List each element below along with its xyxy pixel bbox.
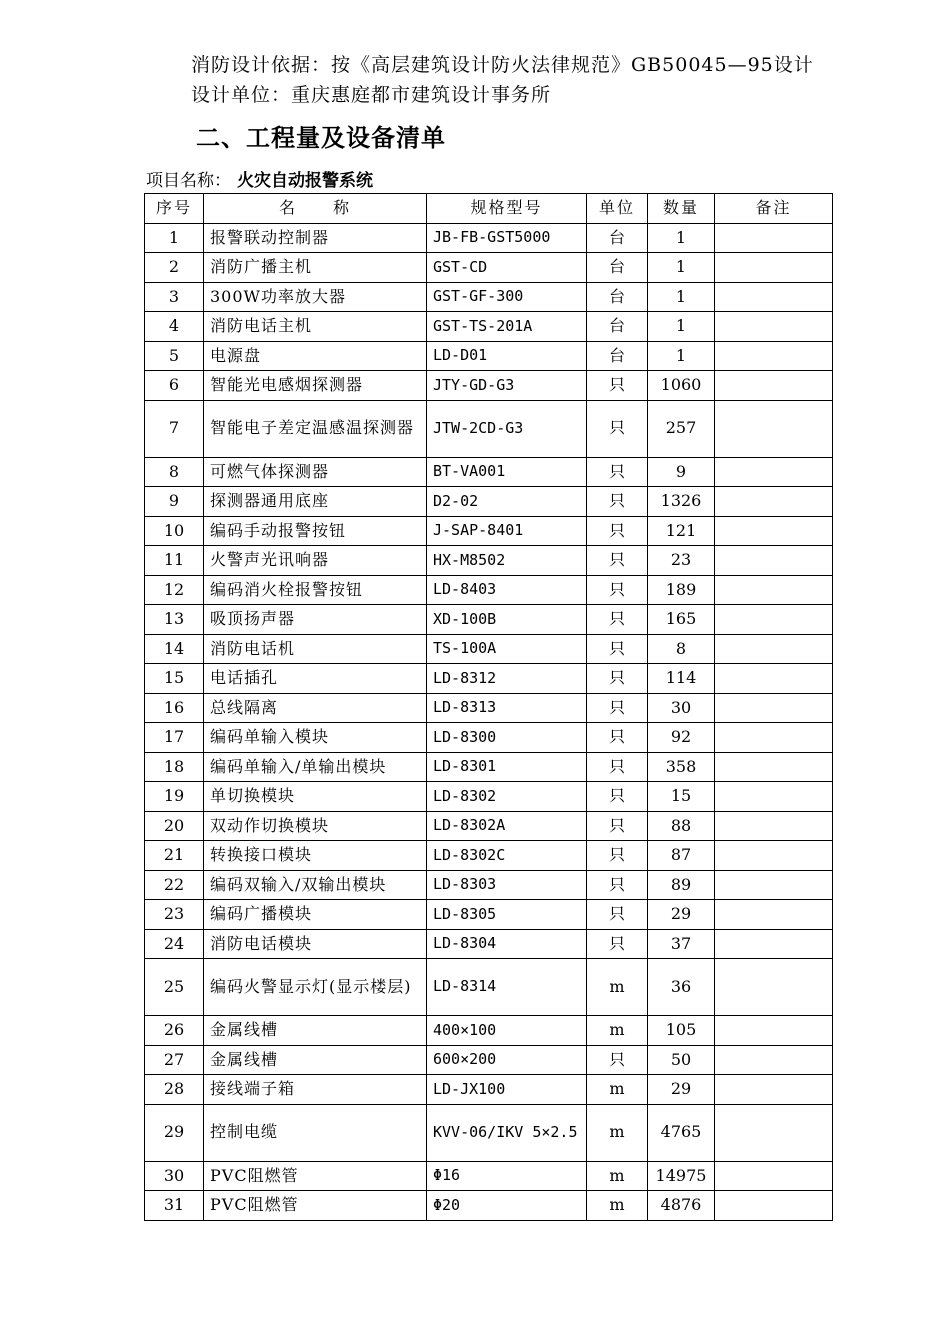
cell-name: 双动作切换模块 bbox=[204, 811, 427, 841]
table-row bbox=[145, 664, 833, 694]
cell-note bbox=[715, 723, 833, 753]
cell-unit: 只 bbox=[587, 605, 648, 635]
cell-note bbox=[715, 371, 833, 401]
cell-qty: 4876 bbox=[648, 1191, 715, 1221]
cell-no: 10 bbox=[145, 516, 204, 546]
cell-unit: 台 bbox=[587, 223, 648, 253]
cell-note bbox=[715, 487, 833, 517]
cell-name: 报警联动控制器 bbox=[204, 223, 427, 253]
table-row bbox=[145, 929, 833, 959]
cell-name: 电话插孔 bbox=[204, 664, 427, 694]
table-body bbox=[145, 223, 833, 1220]
cell-note bbox=[715, 900, 833, 930]
header-spec: 规格型号 bbox=[427, 194, 587, 224]
cell-spec: LD-8302 bbox=[427, 782, 587, 812]
table-row bbox=[145, 900, 833, 930]
cell-name: 消防电话主机 bbox=[204, 312, 427, 342]
cell-unit: 台 bbox=[587, 282, 648, 312]
cell-qty: 50 bbox=[648, 1045, 715, 1075]
table-row bbox=[145, 516, 833, 546]
cell-qty: 121 bbox=[648, 516, 715, 546]
cell-qty: 1326 bbox=[648, 487, 715, 517]
cell-unit: 只 bbox=[587, 723, 648, 753]
cell-no: 11 bbox=[145, 546, 204, 576]
cell-spec: LD-8300 bbox=[427, 723, 587, 753]
cell-note bbox=[715, 223, 833, 253]
cell-qty: 15 bbox=[648, 782, 715, 812]
cell-qty: 8 bbox=[648, 634, 715, 664]
cell-spec: 600×200 bbox=[427, 1045, 587, 1075]
cell-no: 28 bbox=[145, 1075, 204, 1105]
cell-no: 15 bbox=[145, 664, 204, 694]
table-row bbox=[145, 634, 833, 664]
cell-unit: 台 bbox=[587, 312, 648, 342]
table-row bbox=[145, 223, 833, 253]
cell-note bbox=[715, 400, 833, 457]
cell-spec: LD-8302C bbox=[427, 841, 587, 871]
cell-note bbox=[715, 312, 833, 342]
table-row bbox=[145, 723, 833, 753]
project-label: 项目名称： bbox=[146, 171, 231, 191]
design-unit-line: 设计单位：重庆惠庭都市建筑设计事务所 bbox=[191, 84, 552, 106]
cell-no: 5 bbox=[145, 341, 204, 371]
table-row bbox=[145, 752, 833, 782]
cell-spec: JTY-GD-G3 bbox=[427, 371, 587, 401]
cell-no: 26 bbox=[145, 1016, 204, 1046]
header-qty: 数量 bbox=[648, 194, 715, 224]
cell-no: 20 bbox=[145, 811, 204, 841]
cell-qty: 30 bbox=[648, 693, 715, 723]
cell-name: 单切换模块 bbox=[204, 782, 427, 812]
cell-note bbox=[715, 841, 833, 871]
cell-unit: 只 bbox=[587, 841, 648, 871]
table-row bbox=[145, 811, 833, 841]
cell-note bbox=[715, 282, 833, 312]
cell-unit: 只 bbox=[587, 546, 648, 576]
cell-no: 29 bbox=[145, 1104, 204, 1161]
header-unit: 单位 bbox=[587, 194, 648, 224]
cell-note bbox=[715, 959, 833, 1016]
cell-name: 电源盘 bbox=[204, 341, 427, 371]
cell-name: PVC阻燃管 bbox=[204, 1191, 427, 1221]
table-row bbox=[145, 605, 833, 635]
cell-spec: GST-TS-201A bbox=[427, 312, 587, 342]
cell-spec: LD-8313 bbox=[427, 693, 587, 723]
cell-name: 消防广播主机 bbox=[204, 253, 427, 283]
cell-no: 21 bbox=[145, 841, 204, 871]
table-row bbox=[145, 457, 833, 487]
project-value: 火灾自动报警系统 bbox=[237, 171, 373, 191]
cell-note bbox=[715, 1016, 833, 1046]
cell-unit: 只 bbox=[587, 575, 648, 605]
cell-no: 18 bbox=[145, 752, 204, 782]
cell-spec: XD-100B bbox=[427, 605, 587, 635]
cell-no: 19 bbox=[145, 782, 204, 812]
table-row bbox=[145, 870, 833, 900]
cell-unit: 只 bbox=[587, 664, 648, 694]
cell-note bbox=[715, 253, 833, 283]
cell-no: 24 bbox=[145, 929, 204, 959]
cell-name: 总线隔离 bbox=[204, 693, 427, 723]
table-row bbox=[145, 371, 833, 401]
cell-unit: 只 bbox=[587, 634, 648, 664]
cell-spec: LD-8301 bbox=[427, 752, 587, 782]
cell-no: 4 bbox=[145, 312, 204, 342]
cell-unit: 只 bbox=[587, 693, 648, 723]
cell-name: 控制电缆 bbox=[204, 1104, 427, 1161]
cell-unit: m bbox=[587, 959, 648, 1016]
cell-qty: 1 bbox=[648, 341, 715, 371]
cell-qty: 37 bbox=[648, 929, 715, 959]
cell-name: 编码手动报警按钮 bbox=[204, 516, 427, 546]
design-basis-line: 消防设计依据：按《高层建筑设计防火法律规范》GB50045—95设计 bbox=[191, 54, 814, 76]
equipment-table bbox=[144, 193, 833, 1221]
cell-no: 8 bbox=[145, 457, 204, 487]
cell-name: 探测器通用底座 bbox=[204, 487, 427, 517]
table-row bbox=[145, 959, 833, 1016]
cell-spec: LD-8312 bbox=[427, 664, 587, 694]
cell-spec: GST-CD bbox=[427, 253, 587, 283]
cell-no: 30 bbox=[145, 1161, 204, 1191]
cell-unit: 只 bbox=[587, 811, 648, 841]
cell-note bbox=[715, 1045, 833, 1075]
cell-name: 编码消火栓报警按钮 bbox=[204, 575, 427, 605]
cell-no: 1 bbox=[145, 223, 204, 253]
cell-unit: 只 bbox=[587, 752, 648, 782]
cell-unit: m bbox=[587, 1191, 648, 1221]
cell-note bbox=[715, 1104, 833, 1161]
cell-spec: J-SAP-8401 bbox=[427, 516, 587, 546]
cell-unit: 只 bbox=[587, 782, 648, 812]
cell-unit: 台 bbox=[587, 341, 648, 371]
cell-no: 25 bbox=[145, 959, 204, 1016]
cell-qty: 92 bbox=[648, 723, 715, 753]
table-row bbox=[145, 1075, 833, 1105]
cell-name: 接线端子箱 bbox=[204, 1075, 427, 1105]
table-row bbox=[145, 487, 833, 517]
header-name: 名 称 bbox=[204, 194, 427, 224]
cell-name: 吸顶扬声器 bbox=[204, 605, 427, 635]
cell-note bbox=[715, 752, 833, 782]
cell-no: 23 bbox=[145, 900, 204, 930]
cell-note bbox=[715, 1161, 833, 1191]
cell-unit: m bbox=[587, 1016, 648, 1046]
cell-spec: LD-JX100 bbox=[427, 1075, 587, 1105]
cell-qty: 257 bbox=[648, 400, 715, 457]
table-row bbox=[145, 1016, 833, 1046]
section-heading: 二、工程量及设备清单 bbox=[196, 124, 446, 152]
cell-no: 9 bbox=[145, 487, 204, 517]
cell-no: 12 bbox=[145, 575, 204, 605]
cell-qty: 87 bbox=[648, 841, 715, 871]
cell-spec: BT-VA001 bbox=[427, 457, 587, 487]
cell-unit: 台 bbox=[587, 253, 648, 283]
cell-no: 6 bbox=[145, 371, 204, 401]
cell-qty: 88 bbox=[648, 811, 715, 841]
cell-unit: m bbox=[587, 1104, 648, 1161]
cell-name: 编码单输入/单输出模块 bbox=[204, 752, 427, 782]
cell-spec: D2-02 bbox=[427, 487, 587, 517]
cell-name: 金属线槽 bbox=[204, 1016, 427, 1046]
cell-spec: KVV-06/IKV 5×2.5 bbox=[427, 1104, 587, 1161]
cell-note bbox=[715, 575, 833, 605]
cell-spec: GST-GF-300 bbox=[427, 282, 587, 312]
table-row bbox=[145, 1191, 833, 1221]
cell-note bbox=[715, 516, 833, 546]
cell-name: 300W功率放大器 bbox=[204, 282, 427, 312]
cell-note bbox=[715, 929, 833, 959]
cell-unit: 只 bbox=[587, 516, 648, 546]
cell-no: 14 bbox=[145, 634, 204, 664]
cell-unit: 只 bbox=[587, 900, 648, 930]
cell-spec: LD-8314 bbox=[427, 959, 587, 1016]
cell-note bbox=[715, 341, 833, 371]
cell-name: 智能光电感烟探测器 bbox=[204, 371, 427, 401]
cell-name: 消防电话模块 bbox=[204, 929, 427, 959]
cell-unit: 只 bbox=[587, 400, 648, 457]
cell-note bbox=[715, 457, 833, 487]
cell-spec: Φ20 bbox=[427, 1191, 587, 1221]
cell-qty: 29 bbox=[648, 1075, 715, 1105]
header-no: 序号 bbox=[145, 194, 204, 224]
table-row bbox=[145, 693, 833, 723]
table-row bbox=[145, 575, 833, 605]
cell-spec: 400×100 bbox=[427, 1016, 587, 1046]
cell-name: 火警声光讯响器 bbox=[204, 546, 427, 576]
cell-unit: m bbox=[587, 1075, 648, 1105]
cell-note bbox=[715, 811, 833, 841]
cell-spec: LD-8304 bbox=[427, 929, 587, 959]
cell-qty: 23 bbox=[648, 546, 715, 576]
table-row bbox=[145, 312, 833, 342]
cell-note bbox=[715, 870, 833, 900]
table-row bbox=[145, 253, 833, 283]
cell-qty: 358 bbox=[648, 752, 715, 782]
cell-unit: 只 bbox=[587, 457, 648, 487]
cell-no: 7 bbox=[145, 400, 204, 457]
cell-no: 31 bbox=[145, 1191, 204, 1221]
cell-name: 智能电子差定温感温探测器 bbox=[204, 400, 427, 457]
cell-unit: m bbox=[587, 1161, 648, 1191]
cell-name: 可燃气体探测器 bbox=[204, 457, 427, 487]
cell-no: 2 bbox=[145, 253, 204, 283]
cell-spec: LD-8403 bbox=[427, 575, 587, 605]
cell-unit: 只 bbox=[587, 1045, 648, 1075]
cell-qty: 36 bbox=[648, 959, 715, 1016]
table-row bbox=[145, 1045, 833, 1075]
cell-qty: 105 bbox=[648, 1016, 715, 1046]
table-row bbox=[145, 400, 833, 457]
cell-name: 编码火警显示灯(显示楼层) bbox=[204, 959, 427, 1016]
cell-no: 16 bbox=[145, 693, 204, 723]
table-row bbox=[145, 1161, 833, 1191]
cell-name: 金属线槽 bbox=[204, 1045, 427, 1075]
cell-spec: JB-FB-GST5000 bbox=[427, 223, 587, 253]
cell-qty: 89 bbox=[648, 870, 715, 900]
cell-note bbox=[715, 634, 833, 664]
cell-no: 17 bbox=[145, 723, 204, 753]
cell-name: 编码广播模块 bbox=[204, 900, 427, 930]
cell-qty: 114 bbox=[648, 664, 715, 694]
project-name-line bbox=[146, 166, 373, 191]
cell-note bbox=[715, 605, 833, 635]
cell-name: 编码双输入/双输出模块 bbox=[204, 870, 427, 900]
cell-no: 3 bbox=[145, 282, 204, 312]
cell-note bbox=[715, 693, 833, 723]
cell-no: 27 bbox=[145, 1045, 204, 1075]
cell-note bbox=[715, 664, 833, 694]
cell-qty: 4765 bbox=[648, 1104, 715, 1161]
cell-qty: 14975 bbox=[648, 1161, 715, 1191]
cell-spec: Φ16 bbox=[427, 1161, 587, 1191]
table-row bbox=[145, 282, 833, 312]
cell-no: 13 bbox=[145, 605, 204, 635]
cell-spec: LD-8305 bbox=[427, 900, 587, 930]
cell-unit: 只 bbox=[587, 870, 648, 900]
cell-spec: TS-100A bbox=[427, 634, 587, 664]
cell-note bbox=[715, 782, 833, 812]
table-header-row bbox=[145, 194, 833, 224]
cell-unit: 只 bbox=[587, 371, 648, 401]
table-row bbox=[145, 341, 833, 371]
header-note: 备注 bbox=[715, 194, 833, 224]
cell-name: 消防电话机 bbox=[204, 634, 427, 664]
cell-qty: 1 bbox=[648, 223, 715, 253]
cell-qty: 189 bbox=[648, 575, 715, 605]
cell-qty: 29 bbox=[648, 900, 715, 930]
table-row bbox=[145, 782, 833, 812]
cell-qty: 165 bbox=[648, 605, 715, 635]
cell-spec: HX-M8502 bbox=[427, 546, 587, 576]
cell-qty: 1 bbox=[648, 312, 715, 342]
cell-spec: LD-D01 bbox=[427, 341, 587, 371]
cell-qty: 1060 bbox=[648, 371, 715, 401]
cell-note bbox=[715, 546, 833, 576]
cell-name: PVC阻燃管 bbox=[204, 1161, 427, 1191]
cell-spec: LD-8303 bbox=[427, 870, 587, 900]
cell-no: 22 bbox=[145, 870, 204, 900]
cell-qty: 1 bbox=[648, 253, 715, 283]
cell-unit: 只 bbox=[587, 487, 648, 517]
cell-spec: JTW-2CD-G3 bbox=[427, 400, 587, 457]
cell-unit: 只 bbox=[587, 929, 648, 959]
cell-spec: LD-8302A bbox=[427, 811, 587, 841]
table-row bbox=[145, 1104, 833, 1161]
cell-name: 编码单输入模块 bbox=[204, 723, 427, 753]
cell-qty: 9 bbox=[648, 457, 715, 487]
table-row bbox=[145, 546, 833, 576]
cell-name: 转换接口模块 bbox=[204, 841, 427, 871]
cell-qty: 1 bbox=[648, 282, 715, 312]
cell-note bbox=[715, 1191, 833, 1221]
cell-note bbox=[715, 1075, 833, 1105]
table-row bbox=[145, 841, 833, 871]
